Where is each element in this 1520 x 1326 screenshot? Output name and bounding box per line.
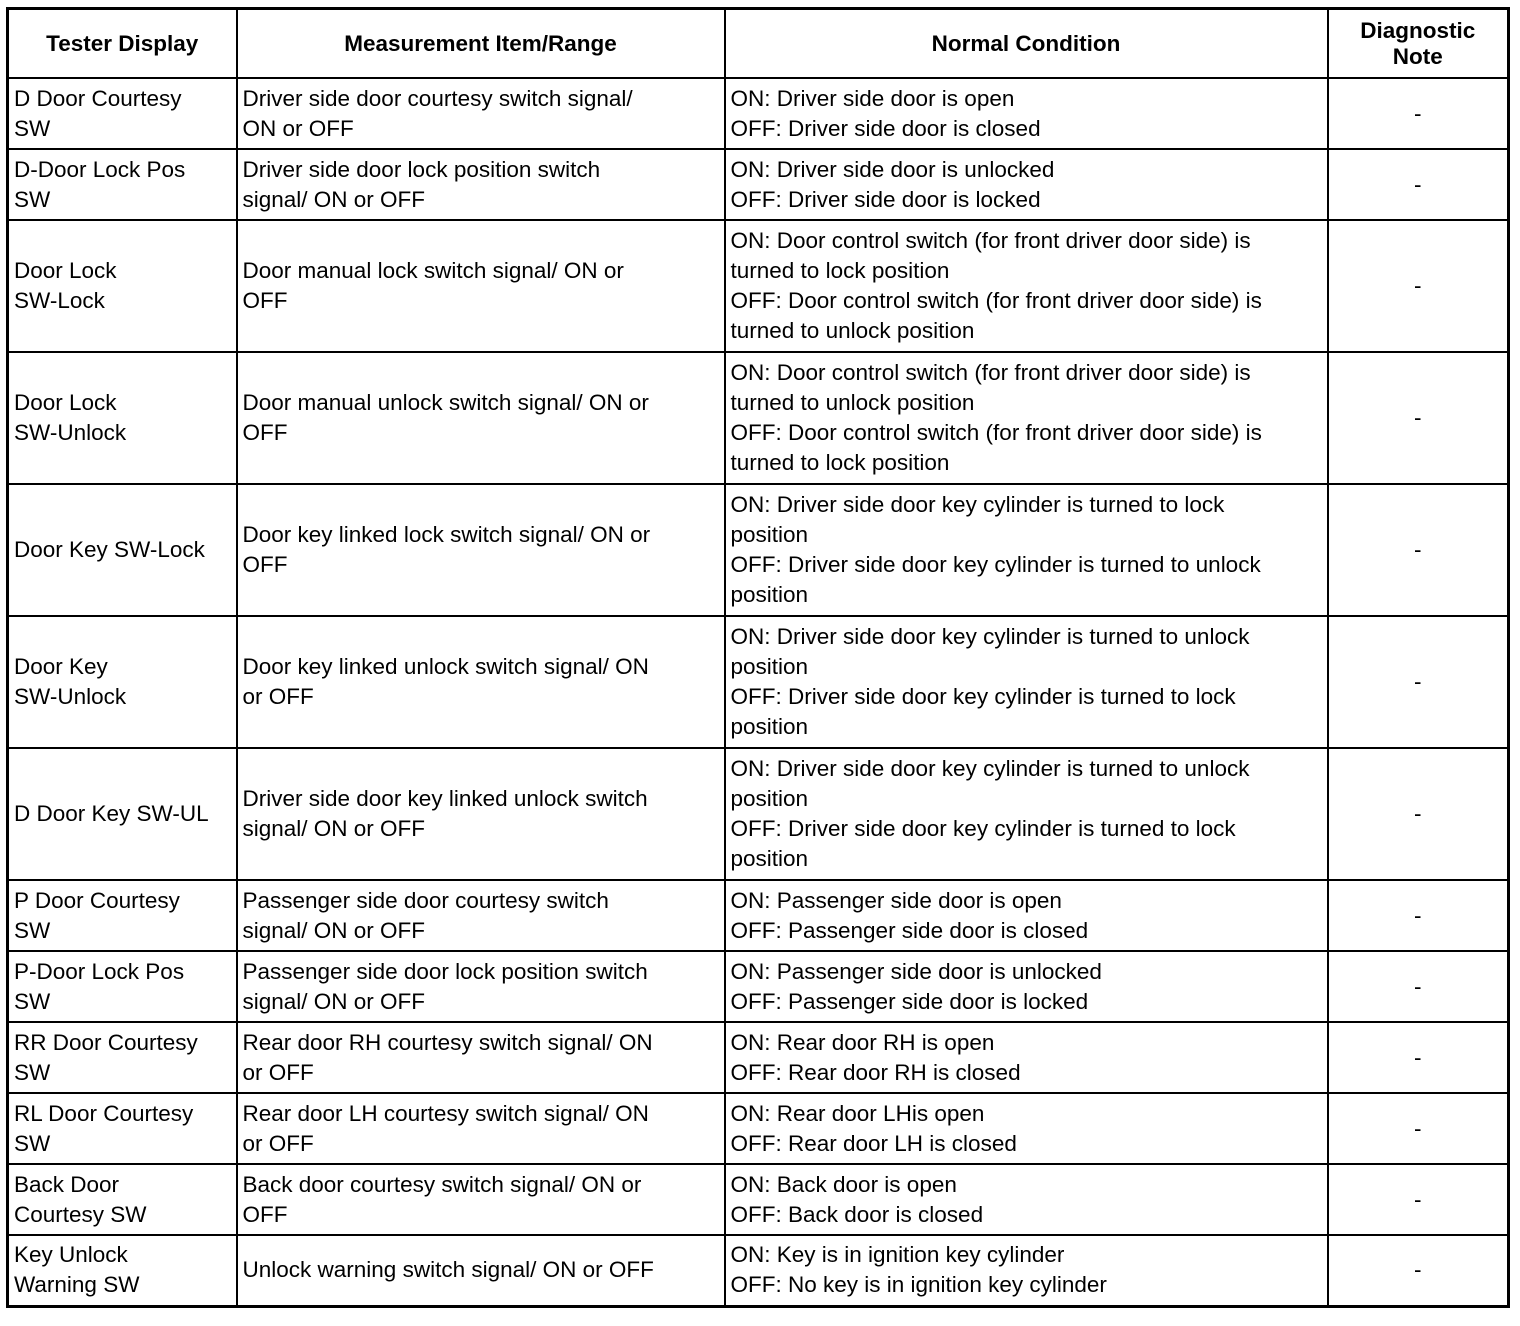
cell-normal-condition-line: ON: Driver side door key cylinder is turned to unlock [730, 756, 1250, 781]
cell-measurement-item-line: OFF [242, 552, 288, 577]
cell-diagnostic-note: - [1328, 149, 1509, 220]
cell-normal-condition-line: turned to lock position [730, 258, 950, 283]
cell-tester-display-line: D Door Key SW-UL [14, 801, 209, 826]
cell-tester-display [8, 1235, 237, 1306]
cell-measurement-item [237, 78, 725, 149]
header-tester-display: Tester Display [8, 9, 237, 79]
cell-normal-condition-line: ON: Back door is open [730, 1171, 957, 1197]
table-row [8, 1022, 1509, 1093]
cell-tester-display-line: Door Key [14, 654, 108, 679]
cell-measurement-item [237, 484, 725, 616]
cell-diagnostic-note: - [1328, 484, 1509, 616]
cell-tester-display-line: D-Door Lock Pos [14, 156, 186, 182]
cell-tester-display-line: SW-Lock [14, 288, 105, 313]
cell-normal-condition [725, 1022, 1328, 1093]
cell-tester-display-line: Warning SW [14, 1272, 140, 1298]
cell-tester-display-line: SW [14, 115, 51, 141]
cell-tester-display [8, 352, 237, 484]
table-row [8, 1164, 1509, 1235]
cell-diagnostic-note: - [1328, 1022, 1509, 1093]
cell-measurement-item-line: OFF [242, 420, 288, 445]
cell-normal-condition-line: OFF: Rear door RH is closed [730, 1059, 1021, 1085]
cell-normal-condition-line: OFF: No key is in ignition key cylinder [730, 1272, 1107, 1298]
cell-tester-display [8, 149, 237, 220]
table-row [8, 951, 1509, 1022]
cell-normal-condition-line: OFF: Driver side door key cylinder is turned to unlock [730, 552, 1261, 577]
cell-normal-condition [725, 748, 1328, 880]
cell-normal-condition-line: OFF: Driver side door is closed [730, 115, 1041, 141]
cell-normal-condition [725, 149, 1328, 220]
cell-tester-display [8, 1164, 237, 1235]
cell-tester-display-line: Courtesy SW [14, 1201, 147, 1227]
cell-normal-condition-line: ON: Passenger side door is open [730, 887, 1062, 913]
cell-measurement-item-line: signal/ ON or OFF [242, 186, 426, 212]
table-row [8, 352, 1509, 484]
cell-normal-condition [725, 1164, 1328, 1235]
cell-normal-condition-line: position [730, 786, 809, 811]
cell-measurement-item [237, 880, 725, 951]
cell-normal-condition-line: OFF: Passenger side door is closed [730, 917, 1089, 943]
header-measurement-item: Measurement Item/Range [237, 9, 725, 79]
cell-measurement-item-line: signal/ ON or OFF [242, 988, 426, 1014]
cell-tester-display [8, 78, 237, 149]
cell-normal-condition [725, 78, 1328, 149]
cell-tester-display-line: Back Door [14, 1171, 120, 1197]
cell-normal-condition-line: OFF: Driver side door is locked [730, 186, 1041, 212]
cell-tester-display-line: P-Door Lock Pos [14, 958, 185, 984]
cell-measurement-item-line: OFF [242, 1201, 288, 1227]
cell-normal-condition-line: ON: Door control switch (for front driver door side) is [730, 228, 1251, 253]
cell-measurement-item [237, 149, 725, 220]
cell-diagnostic-note: - [1328, 951, 1509, 1022]
cell-measurement-item-line: OFF [242, 288, 288, 313]
cell-measurement-item-line: Rear door RH courtesy switch signal/ ON [242, 1029, 653, 1055]
cell-tester-display-line: SW [14, 988, 51, 1014]
cell-measurement-item-line: Door key linked unlock switch signal/ ON [242, 654, 649, 679]
cell-measurement-item-line: or OFF [242, 684, 314, 709]
table-row [8, 616, 1509, 748]
header-normal-condition: Normal Condition [725, 9, 1328, 79]
cell-tester-display-line: SW-Unlock [14, 684, 127, 709]
cell-measurement-item-line: Passenger side door lock position switch [242, 958, 648, 984]
header-diagnostic-note: Diagnostic Note [1328, 9, 1509, 79]
cell-tester-display-line: D Door Courtesy [14, 85, 182, 111]
cell-tester-display [8, 1093, 237, 1164]
cell-diagnostic-note: - [1328, 1164, 1509, 1235]
cell-tester-display-line: RL Door Courtesy [14, 1100, 194, 1126]
cell-normal-condition [725, 880, 1328, 951]
cell-tester-display [8, 1022, 237, 1093]
cell-measurement-item-line: signal/ ON or OFF [242, 917, 426, 943]
cell-normal-condition-line: OFF: Driver side door key cylinder is turned to lock [730, 684, 1236, 709]
cell-normal-condition-line: ON: Rear door LHis open [730, 1100, 985, 1126]
cell-tester-display [8, 484, 237, 616]
table-row [8, 1093, 1509, 1164]
cell-tester-display-line: P Door Courtesy [14, 887, 180, 913]
cell-measurement-item [237, 1235, 725, 1306]
cell-normal-condition-line: ON: Driver side door key cylinder is turned to unlock [730, 624, 1250, 649]
table-row [8, 220, 1509, 352]
cell-tester-display-line: SW [14, 1059, 51, 1085]
cell-measurement-item-line: signal/ ON or OFF [242, 816, 426, 841]
cell-diagnostic-note: - [1328, 748, 1509, 880]
cell-diagnostic-note: - [1328, 880, 1509, 951]
cell-measurement-item [237, 1093, 725, 1164]
cell-normal-condition [725, 1235, 1328, 1306]
cell-measurement-item-line: Driver side door key linked unlock switch [242, 786, 648, 811]
cell-normal-condition-line: turned to unlock position [730, 318, 975, 343]
table-row [8, 880, 1509, 951]
cell-normal-condition-line: OFF: Door control switch (for front driver door side) is [730, 288, 1262, 313]
cell-measurement-item [237, 1022, 725, 1093]
cell-measurement-item [237, 352, 725, 484]
cell-normal-condition-line: ON: Rear door RH is open [730, 1029, 995, 1055]
cell-tester-display [8, 748, 237, 880]
cell-normal-condition [725, 616, 1328, 748]
cell-normal-condition-line: OFF: Passenger side door is locked [730, 988, 1089, 1014]
cell-tester-display [8, 951, 237, 1022]
cell-diagnostic-note: - [1328, 78, 1509, 149]
cell-normal-condition-line: position [730, 654, 809, 679]
cell-normal-condition [725, 951, 1328, 1022]
cell-measurement-item-line: or OFF [242, 1130, 314, 1156]
cell-measurement-item [237, 616, 725, 748]
cell-tester-display [8, 220, 237, 352]
cell-normal-condition [725, 1093, 1328, 1164]
cell-normal-condition-line: ON: Driver side door is open [730, 85, 1015, 111]
cell-normal-condition-line: ON: Driver side door is unlocked [730, 156, 1055, 182]
cell-normal-condition-line: turned to lock position [730, 450, 950, 475]
cell-normal-condition-line: position [730, 522, 809, 547]
cell-measurement-item [237, 951, 725, 1022]
cell-tester-display-line: Door Lock [14, 390, 117, 415]
cell-normal-condition-line: turned to unlock position [730, 390, 975, 415]
cell-tester-display-line: SW-Unlock [14, 420, 127, 445]
table-row [8, 1235, 1509, 1306]
cell-normal-condition-line: position [730, 582, 809, 607]
cell-normal-condition [725, 220, 1328, 352]
cell-normal-condition-line: OFF: Driver side door key cylinder is turned to lock [730, 816, 1236, 841]
cell-normal-condition-line: OFF: Door control switch (for front driver door side) is [730, 420, 1262, 445]
cell-tester-display-line: Door Key SW-Lock [14, 537, 205, 562]
cell-normal-condition-line: ON: Key is in ignition key cylinder [730, 1242, 1065, 1268]
cell-measurement-item [237, 1164, 725, 1235]
cell-measurement-item [237, 748, 725, 880]
cell-measurement-item-line: Door key linked lock switch signal/ ON or [242, 522, 651, 547]
cell-measurement-item-line: Passenger side door courtesy switch [242, 887, 609, 913]
cell-tester-display [8, 880, 237, 951]
cell-tester-display-line: RR Door Courtesy [14, 1029, 198, 1055]
table-row [8, 484, 1509, 616]
cell-normal-condition [725, 352, 1328, 484]
cell-measurement-item-line: Door manual unlock switch signal/ ON or [242, 390, 649, 415]
cell-measurement-item-line: Unlock warning switch signal/ ON or OFF [242, 1257, 654, 1283]
cell-measurement-item-line: Rear door LH courtesy switch signal/ ON [242, 1100, 649, 1126]
table-row [8, 149, 1509, 220]
cell-measurement-item-line: Driver side door lock position switch [242, 156, 601, 182]
cell-diagnostic-note: - [1328, 352, 1509, 484]
header-row [8, 9, 1509, 79]
cell-diagnostic-note: - [1328, 616, 1509, 748]
cell-normal-condition-line: position [730, 846, 809, 871]
table-row [8, 748, 1509, 880]
cell-tester-display-line: SW [14, 917, 51, 943]
cell-normal-condition [725, 484, 1328, 616]
cell-normal-condition-line: ON: Door control switch (for front driver door side) is [730, 360, 1251, 385]
cell-measurement-item-line: Door manual lock switch signal/ ON or [242, 258, 624, 283]
cell-measurement-item-line: Back door courtesy switch signal/ ON or [242, 1171, 642, 1197]
cell-diagnostic-note: - [1328, 1235, 1509, 1306]
cell-measurement-item-line: Driver side door courtesy switch signal/ [242, 85, 633, 111]
cell-normal-condition-line: OFF: Rear door LH is closed [730, 1130, 1017, 1156]
cell-tester-display-line: SW [14, 186, 51, 212]
cell-tester-display-line: Key Unlock [14, 1242, 128, 1268]
diagnostic-table [6, 7, 1510, 1308]
cell-normal-condition-line: ON: Passenger side door is unlocked [730, 958, 1102, 984]
table-row [8, 78, 1509, 149]
cell-normal-condition-line: OFF: Back door is closed [730, 1201, 984, 1227]
cell-tester-display-line: SW [14, 1130, 51, 1156]
cell-measurement-item-line: or OFF [242, 1059, 314, 1085]
cell-normal-condition-line: ON: Driver side door key cylinder is turned to lock [730, 492, 1225, 517]
cell-measurement-item-line: ON or OFF [242, 115, 354, 141]
cell-normal-condition-line: position [730, 714, 809, 739]
cell-measurement-item [237, 220, 725, 352]
cell-diagnostic-note: - [1328, 220, 1509, 352]
cell-tester-display-line: Door Lock [14, 258, 117, 283]
cell-tester-display [8, 616, 237, 748]
cell-diagnostic-note: - [1328, 1093, 1509, 1164]
